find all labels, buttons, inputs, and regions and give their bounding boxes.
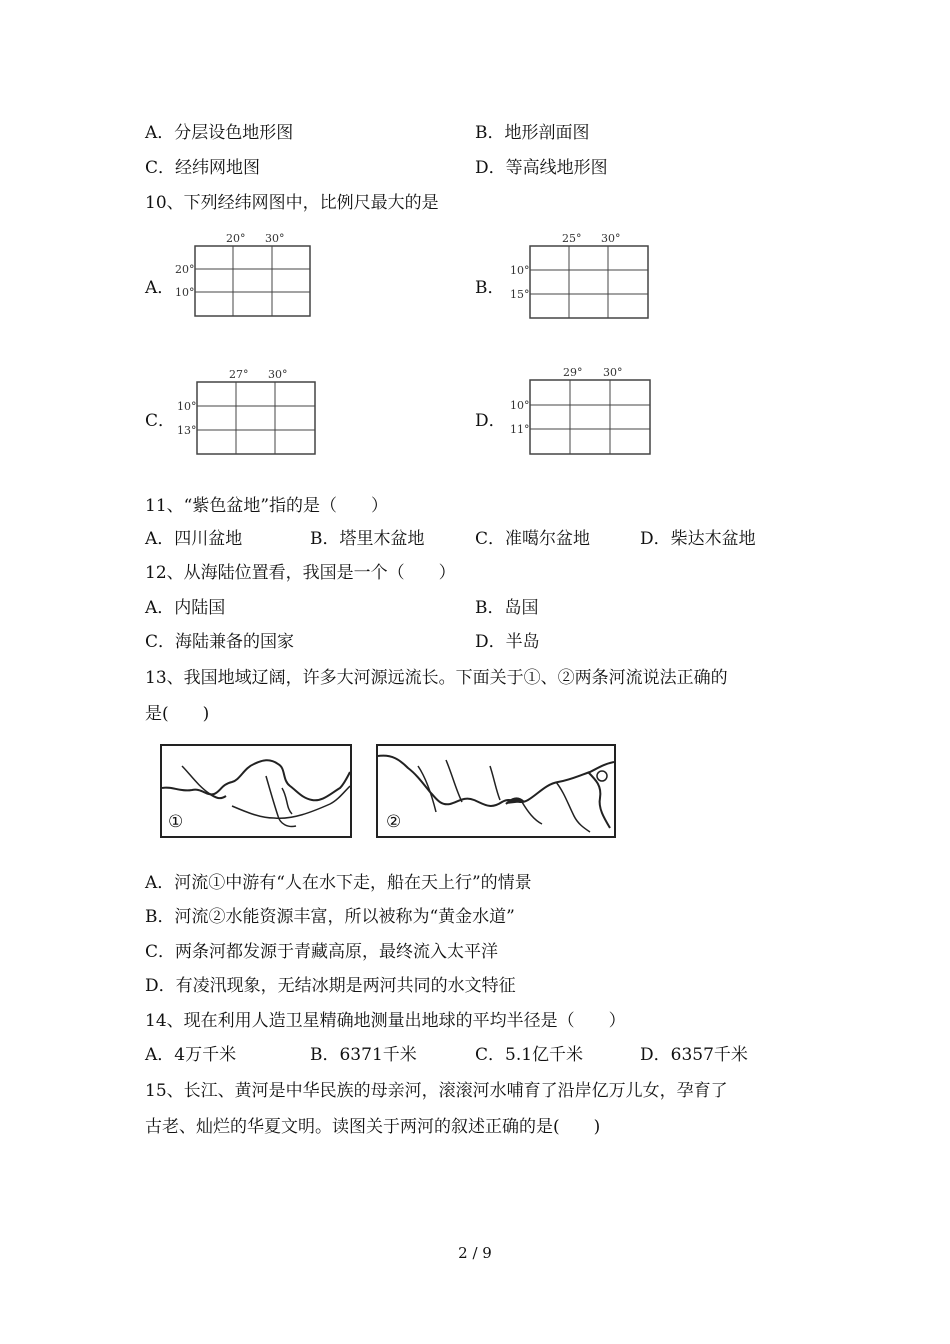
q11-option-a: A．四川盆地 xyxy=(145,529,243,549)
q9-option-b: B．地形剖面图 xyxy=(475,123,590,143)
q13-map-2 xyxy=(376,744,616,838)
q13-map-2-label: ② xyxy=(386,812,402,832)
q15-stem-line2: 古老、灿烂的华夏文明。读图关于两河的叙述正确的是( ) xyxy=(145,1117,601,1137)
q13-option-d: D．有凌汛现象，无结冰期是两河共同的水文特征 xyxy=(145,976,516,996)
q11-option-b: B．塔里木盆地 xyxy=(310,529,425,549)
q13-stem-line1: 13、我国地域辽阔，许多大河源远流长。下面关于①、②两条河流说法正确的 xyxy=(145,668,728,688)
grid-d-lon2: 30° xyxy=(603,366,623,379)
q10-option-b-letter: B． xyxy=(475,278,505,298)
q11-stem: 11、“紫色盆地”指的是（ ） xyxy=(145,496,389,516)
q10-stem: 10、下列经纬网图中，比例尺最大的是 xyxy=(145,193,439,213)
q13-map-1 xyxy=(160,744,352,838)
q10-option-c-letter: C． xyxy=(145,411,176,431)
grid-b-lon2: 30° xyxy=(601,232,621,245)
q9-option-a: A．分层设色地形图 xyxy=(145,123,294,143)
grid-c-lat1: 10° xyxy=(177,400,197,413)
q13-option-a: A．河流①中游有“人在水下走，船在天上行”的情景 xyxy=(145,873,532,893)
grid-b-lon1: 25° xyxy=(562,232,582,245)
q14-option-d: D．6357千米 xyxy=(640,1045,748,1065)
grid-c-lon2: 30° xyxy=(268,368,288,381)
q14-option-a: A．4万千米 xyxy=(145,1045,237,1065)
page-number: 2 / 9 xyxy=(458,1244,492,1262)
q9-option-d: D．等高线地形图 xyxy=(475,158,608,178)
q10-option-d-letter: D． xyxy=(475,411,506,431)
q13-map-1-label: ① xyxy=(168,812,184,832)
grid-b-lat1: 10° xyxy=(510,264,530,277)
grid-c-lat2: 13° xyxy=(177,424,197,437)
grid-a-lat2: 10° xyxy=(175,286,195,299)
q10-grid-d xyxy=(505,362,660,460)
q10-grid-a xyxy=(170,228,320,323)
q13-stem-line2: 是( ) xyxy=(145,704,210,724)
q10-grid-b xyxy=(505,228,655,323)
q11-option-d: D．柴达木盆地 xyxy=(640,529,756,549)
q12-option-b: B．岛国 xyxy=(475,598,539,618)
grid-b-lat2: 15° xyxy=(510,288,530,301)
grid-a-lat1: 20° xyxy=(175,263,195,276)
q14-option-c: C．5.1亿千米 xyxy=(475,1045,584,1065)
grid-a-lon2: 30° xyxy=(265,232,285,245)
q9-option-c: C．经纬网地图 xyxy=(145,158,261,178)
q14-stem: 14、现在利用人造卫星精确地测量出地球的平均半径是（ ） xyxy=(145,1011,626,1031)
grid-d-lon1: 29° xyxy=(563,366,583,379)
q12-option-d: D．半岛 xyxy=(475,632,540,652)
grid-d-lat1: 10° xyxy=(510,399,530,412)
grid-a-lon1: 20° xyxy=(226,232,246,245)
q10-option-a-letter: A． xyxy=(145,278,175,298)
grid-c-lon1: 27° xyxy=(229,368,249,381)
q12-stem: 12、从海陆位置看，我国是一个（ ） xyxy=(145,563,456,583)
q10-grid-c xyxy=(172,365,322,460)
grid-d-lat2: 11° xyxy=(510,423,530,436)
q13-option-b: B．河流②水能资源丰富，所以被称为“黄金水道” xyxy=(145,907,515,927)
q13-option-c: C．两条河都发源于青藏高原，最终流入太平洋 xyxy=(145,942,499,962)
q12-option-c: C．海陆兼备的国家 xyxy=(145,632,295,652)
q15-stem-line1: 15、长江、黄河是中华民族的母亲河，滚滚河水哺育了沿岸亿万儿女，孕育了 xyxy=(145,1081,728,1101)
q11-option-c: C．准噶尔盆地 xyxy=(475,529,591,549)
q12-option-a: A．内陆国 xyxy=(145,598,226,618)
q14-option-b: B．6371千米 xyxy=(310,1045,417,1065)
